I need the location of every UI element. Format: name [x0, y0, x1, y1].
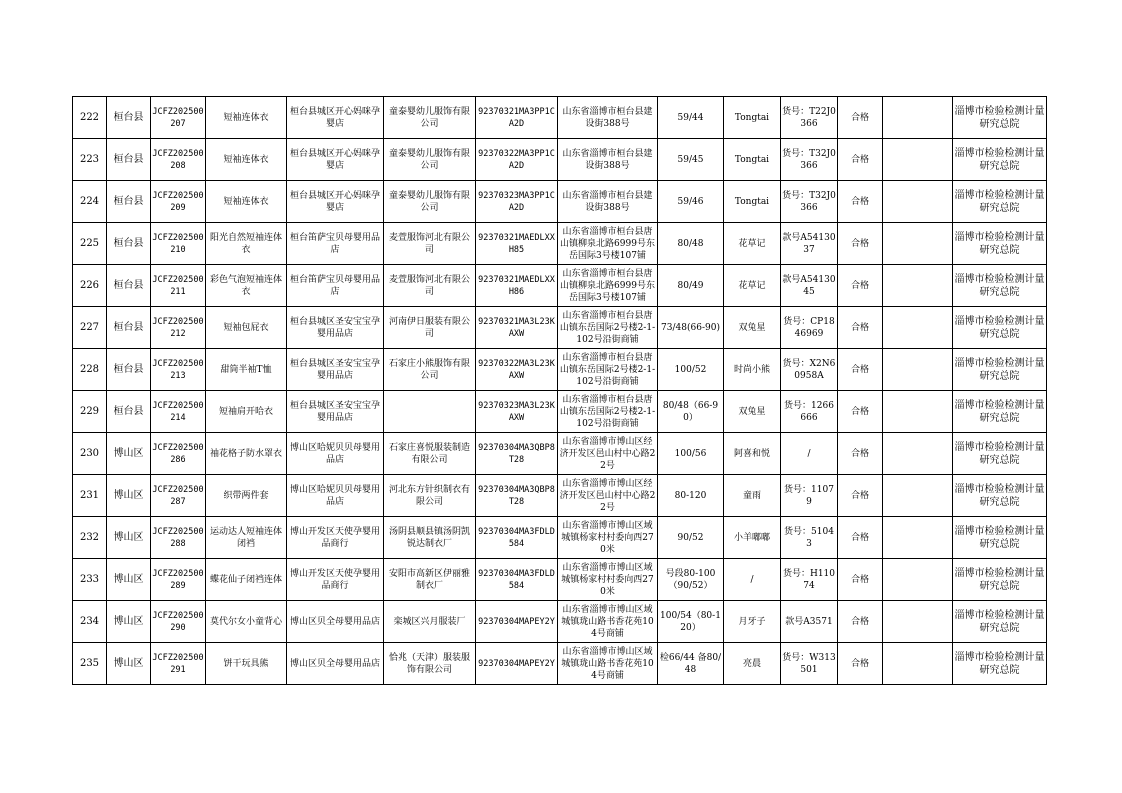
credit-code-cell: 92370304MAPEY2Y: [476, 601, 558, 643]
sample-number-cell: JCFZ202500212: [151, 307, 206, 349]
row-number: 235: [73, 643, 107, 685]
inspection-results-table: [72, 96, 1047, 685]
model-number-cell: 货号：11079: [781, 475, 838, 517]
sample-number-cell: JCFZ202500207: [151, 97, 206, 139]
result-cell: 合格: [838, 223, 883, 265]
sample-number-cell: JCFZ202500208: [151, 139, 206, 181]
note-cell: [883, 391, 953, 433]
sample-number-cell: JCFZ202500288: [151, 517, 206, 559]
area-cell: 桓台县: [107, 139, 151, 181]
sample-number-cell: JCFZ202500290: [151, 601, 206, 643]
brand-cell: 双兔星: [724, 391, 781, 433]
row-number: 232: [73, 517, 107, 559]
row-number: 233: [73, 559, 107, 601]
table-row: [73, 517, 1047, 559]
credit-code-cell: 92370321MAEDLXXH85: [476, 223, 558, 265]
specification-cell: 100/54（80-120）: [658, 601, 724, 643]
result-cell: 合格: [838, 139, 883, 181]
institution-cell: 淄博市检验检测计量研究总院: [953, 97, 1047, 139]
institution-cell: 淄博市检验检测计量研究总院: [953, 643, 1047, 685]
seller-cell: 桓台县城区圣安宝宝孕婴用品店: [287, 391, 384, 433]
result-cell: 合格: [838, 517, 883, 559]
address-cell: 山东省淄博市博山区域城镇杨家村村委向西270米: [558, 517, 658, 559]
table-row: [73, 433, 1047, 475]
credit-code-cell: 92370321MA3PP1CA2D: [476, 97, 558, 139]
table-row: [73, 349, 1047, 391]
result-cell: 合格: [838, 181, 883, 223]
seller-cell: 桓台县城区开心妈咪孕婴店: [287, 97, 384, 139]
result-cell: 合格: [838, 307, 883, 349]
model-number-cell: 货号：CP1846969: [781, 307, 838, 349]
institution-cell: 淄博市检验检测计量研究总院: [953, 265, 1047, 307]
note-cell: [883, 139, 953, 181]
area-cell: 博山区: [107, 601, 151, 643]
specification-cell: 59/45: [658, 139, 724, 181]
brand-cell: Tongtai: [724, 139, 781, 181]
manufacturer-cell: [384, 391, 476, 433]
seller-cell: 博山区哈妮贝贝母婴用品店: [287, 475, 384, 517]
table-row: [73, 307, 1047, 349]
product-name-cell: 阳光自然短袖连体衣: [206, 223, 287, 265]
table-body: [73, 97, 1047, 685]
model-number-cell: /: [781, 433, 838, 475]
product-name-cell: 织带两件套: [206, 475, 287, 517]
seller-cell: 博山区贝全母婴用品店: [287, 601, 384, 643]
seller-cell: 桓台县城区圣安宝宝孕婴用品店: [287, 307, 384, 349]
area-cell: 桓台县: [107, 349, 151, 391]
table-row: [73, 223, 1047, 265]
product-name-cell: 短袖连体衣: [206, 181, 287, 223]
specification-cell: 检66/44 备80/48: [658, 643, 724, 685]
institution-cell: 淄博市检验检测计量研究总院: [953, 559, 1047, 601]
row-number: 223: [73, 139, 107, 181]
sample-number-cell: JCFZ202500286: [151, 433, 206, 475]
note-cell: [883, 559, 953, 601]
seller-cell: 桓台笛萨宝贝母婴用品店: [287, 223, 384, 265]
area-cell: 博山区: [107, 559, 151, 601]
note-cell: [883, 307, 953, 349]
manufacturer-cell: 石家庄小熊服饰有限公司: [384, 349, 476, 391]
area-cell: 桓台县: [107, 307, 151, 349]
seller-cell: 桓台笛萨宝贝母婴用品店: [287, 265, 384, 307]
sample-number-cell: JCFZ202500209: [151, 181, 206, 223]
institution-cell: 淄博市检验检测计量研究总院: [953, 307, 1047, 349]
area-cell: 博山区: [107, 475, 151, 517]
specification-cell: 59/44: [658, 97, 724, 139]
institution-cell: 淄博市检验检测计量研究总院: [953, 475, 1047, 517]
credit-code-cell: 92370323MA3PP1CA2D: [476, 181, 558, 223]
result-cell: 合格: [838, 643, 883, 685]
model-number-cell: 款号A5413037: [781, 223, 838, 265]
address-cell: 山东省淄博市博山区域城镇杨家村村委向西270米: [558, 559, 658, 601]
result-cell: 合格: [838, 475, 883, 517]
model-number-cell: 货号：X2N60958A: [781, 349, 838, 391]
manufacturer-cell: 童泰婴幼儿服饰有限公司: [384, 181, 476, 223]
note-cell: [883, 265, 953, 307]
area-cell: 桓台县: [107, 181, 151, 223]
brand-cell: 阿喜和悦: [724, 433, 781, 475]
institution-cell: 淄博市检验检测计量研究总院: [953, 181, 1047, 223]
model-number-cell: 货号：T32J0366: [781, 181, 838, 223]
note-cell: [883, 643, 953, 685]
area-cell: 桓台县: [107, 223, 151, 265]
note-cell: [883, 601, 953, 643]
seller-cell: 博山区贝全母婴用品店: [287, 643, 384, 685]
credit-code-cell: 92370304MA3FDLD584: [476, 559, 558, 601]
area-cell: 桓台县: [107, 265, 151, 307]
note-cell: [883, 223, 953, 265]
model-number-cell: 货号：H11074: [781, 559, 838, 601]
model-number-cell: 货号：W313501: [781, 643, 838, 685]
brand-cell: Tongtai: [724, 97, 781, 139]
institution-cell: 淄博市检验检测计量研究总院: [953, 349, 1047, 391]
institution-cell: 淄博市检验检测计量研究总院: [953, 223, 1047, 265]
area-cell: 桓台县: [107, 97, 151, 139]
address-cell: 山东省淄博市桓台县建设街388号: [558, 139, 658, 181]
address-cell: 山东省淄博市桓台县建设街388号: [558, 97, 658, 139]
model-number-cell: 款号A5413045: [781, 265, 838, 307]
table-row: [73, 601, 1047, 643]
address-cell: 山东省淄博市桓台县唐山镇柳泉北路6999号东岳国际3号楼107铺: [558, 265, 658, 307]
sample-number-cell: JCFZ202500210: [151, 223, 206, 265]
manufacturer-cell: 汤阴县顺县镇汤阴凯锐达制衣厂: [384, 517, 476, 559]
manufacturer-cell: 河南伊日服装有限公司: [384, 307, 476, 349]
result-cell: 合格: [838, 601, 883, 643]
model-number-cell: 货号：51043: [781, 517, 838, 559]
credit-code-cell: 92370323MA3L23KAXW: [476, 391, 558, 433]
table-row: [73, 559, 1047, 601]
address-cell: 山东省淄博市博山区经济开发区邑山村中心路22号: [558, 475, 658, 517]
note-cell: [883, 433, 953, 475]
area-cell: 博山区: [107, 433, 151, 475]
specification-cell: 90/52: [658, 517, 724, 559]
area-cell: 博山区: [107, 517, 151, 559]
brand-cell: /: [724, 559, 781, 601]
area-cell: 博山区: [107, 643, 151, 685]
brand-cell: Tongtai: [724, 181, 781, 223]
row-number: 224: [73, 181, 107, 223]
institution-cell: 淄博市检验检测计量研究总院: [953, 139, 1047, 181]
model-number-cell: 货号：T32J0366: [781, 139, 838, 181]
address-cell: 山东省淄博市桓台县唐山镇东岳国际2号楼2-1-102号沿街商铺: [558, 307, 658, 349]
row-number: 234: [73, 601, 107, 643]
product-name-cell: 短袖肩开哈衣: [206, 391, 287, 433]
institution-cell: 淄博市检验检测计量研究总院: [953, 601, 1047, 643]
area-cell: 桓台县: [107, 391, 151, 433]
brand-cell: 花草记: [724, 265, 781, 307]
row-number: 228: [73, 349, 107, 391]
address-cell: 山东省淄博市博山区经济开发区邑山村中心路22号: [558, 433, 658, 475]
institution-cell: 淄博市检验检测计量研究总院: [953, 391, 1047, 433]
seller-cell: 博山开发区天使孕婴用品商行: [287, 517, 384, 559]
manufacturer-cell: 麦萱服饰河北有限公司: [384, 265, 476, 307]
credit-code-cell: 92370322MA3PP1CA2D: [476, 139, 558, 181]
sample-number-cell: JCFZ202500213: [151, 349, 206, 391]
table-row: [73, 475, 1047, 517]
row-number: 229: [73, 391, 107, 433]
brand-cell: 童雨: [724, 475, 781, 517]
institution-cell: 淄博市检验检测计量研究总院: [953, 517, 1047, 559]
seller-cell: 桓台县城区开心妈咪孕婴店: [287, 139, 384, 181]
note-cell: [883, 475, 953, 517]
result-cell: 合格: [838, 391, 883, 433]
note-cell: [883, 181, 953, 223]
table-row: [73, 139, 1047, 181]
address-cell: 山东省淄博市博山区域城镇珑山路书香花苑104号商铺: [558, 643, 658, 685]
seller-cell: 博山区哈妮贝贝母婴用品店: [287, 433, 384, 475]
row-number: 227: [73, 307, 107, 349]
specification-cell: 80/48: [658, 223, 724, 265]
address-cell: 山东省淄博市桓台县建设街388号: [558, 181, 658, 223]
table-row: [73, 391, 1047, 433]
manufacturer-cell: 河北东方针织制衣有限公司: [384, 475, 476, 517]
credit-code-cell: 92370322MA3L23KAXW: [476, 349, 558, 391]
brand-cell: 亮晨: [724, 643, 781, 685]
specification-cell: 80/49: [658, 265, 724, 307]
product-name-cell: 蝶花仙子闭裆连体: [206, 559, 287, 601]
product-name-cell: 短袖包屁衣: [206, 307, 287, 349]
credit-code-cell: 92370304MA3QBP8T28: [476, 475, 558, 517]
manufacturer-cell: 恰兆（天津）服装服饰有限公司: [384, 643, 476, 685]
address-cell: 山东省淄博市桓台县唐山镇东岳国际2号楼2-1-102号沿街商铺: [558, 349, 658, 391]
row-number: 222: [73, 97, 107, 139]
note-cell: [883, 97, 953, 139]
row-number: 230: [73, 433, 107, 475]
credit-code-cell: 92370321MA3L23KAXW: [476, 307, 558, 349]
specification-cell: 80-120: [658, 475, 724, 517]
specification-cell: 100/52: [658, 349, 724, 391]
product-name-cell: 短袖连体衣: [206, 139, 287, 181]
credit-code-cell: 92370304MA3FDLD584: [476, 517, 558, 559]
note-cell: [883, 517, 953, 559]
brand-cell: 花草记: [724, 223, 781, 265]
manufacturer-cell: 栾城区兴月服装厂: [384, 601, 476, 643]
seller-cell: 桓台县城区圣安宝宝孕婴用品店: [287, 349, 384, 391]
manufacturer-cell: 童泰婴幼儿服饰有限公司: [384, 97, 476, 139]
table-row: [73, 97, 1047, 139]
credit-code-cell: 92370321MAEDLXXH86: [476, 265, 558, 307]
model-number-cell: 货号：1266666: [781, 391, 838, 433]
brand-cell: 月牙子: [724, 601, 781, 643]
seller-cell: 博山开发区天使孕婴用品商行: [287, 559, 384, 601]
sample-number-cell: JCFZ202500211: [151, 265, 206, 307]
sample-number-cell: JCFZ202500291: [151, 643, 206, 685]
sample-number-cell: JCFZ202500289: [151, 559, 206, 601]
specification-cell: 80/48（66-90）: [658, 391, 724, 433]
sample-number-cell: JCFZ202500214: [151, 391, 206, 433]
specification-cell: 100/56: [658, 433, 724, 475]
row-number: 225: [73, 223, 107, 265]
brand-cell: 小羊嘟嘟: [724, 517, 781, 559]
address-cell: 山东省淄博市桓台县唐山镇东岳国际2号楼2-1-102号沿街商铺: [558, 391, 658, 433]
model-number-cell: 货号：T22J0366: [781, 97, 838, 139]
table-row: [73, 643, 1047, 685]
brand-cell: 时尚小熊: [724, 349, 781, 391]
manufacturer-cell: 石家庄喜悦服装制造有限公司: [384, 433, 476, 475]
product-name-cell: 莫代尔女小童背心: [206, 601, 287, 643]
credit-code-cell: 92370304MA3QBP8T28: [476, 433, 558, 475]
result-cell: 合格: [838, 349, 883, 391]
address-cell: 山东省淄博市桓台县唐山镇柳泉北路6999号东岳国际3号楼107铺: [558, 223, 658, 265]
result-cell: 合格: [838, 559, 883, 601]
seller-cell: 桓台县城区开心妈咪孕婴店: [287, 181, 384, 223]
product-name-cell: 袖花格子防水罩衣: [206, 433, 287, 475]
specification-cell: 号段80-100（90/52）: [658, 559, 724, 601]
model-number-cell: 款号A3571: [781, 601, 838, 643]
row-number: 226: [73, 265, 107, 307]
institution-cell: 淄博市检验检测计量研究总院: [953, 433, 1047, 475]
table-row: [73, 181, 1047, 223]
result-cell: 合格: [838, 97, 883, 139]
result-cell: 合格: [838, 265, 883, 307]
product-name-cell: 运动达人短袖连体闭裆: [206, 517, 287, 559]
sample-number-cell: JCFZ202500287: [151, 475, 206, 517]
product-name-cell: 甜筒半袖T恤: [206, 349, 287, 391]
manufacturer-cell: 安阳市高新区伊丽雅制衣厂: [384, 559, 476, 601]
result-cell: 合格: [838, 433, 883, 475]
product-name-cell: 饼干玩具熊: [206, 643, 287, 685]
product-name-cell: 彩色气泡短袖连体衣: [206, 265, 287, 307]
manufacturer-cell: 麦萱服饰河北有限公司: [384, 223, 476, 265]
specification-cell: 73/48(66-90): [658, 307, 724, 349]
note-cell: [883, 349, 953, 391]
product-name-cell: 短袖连体衣: [206, 97, 287, 139]
table-row: [73, 265, 1047, 307]
specification-cell: 59/46: [658, 181, 724, 223]
row-number: 231: [73, 475, 107, 517]
address-cell: 山东省淄博市博山区域城镇珑山路书香花苑104号商铺: [558, 601, 658, 643]
brand-cell: 双兔星: [724, 307, 781, 349]
credit-code-cell: 92370304MAPEY2Y: [476, 643, 558, 685]
manufacturer-cell: 童泰婴幼儿服饰有限公司: [384, 139, 476, 181]
